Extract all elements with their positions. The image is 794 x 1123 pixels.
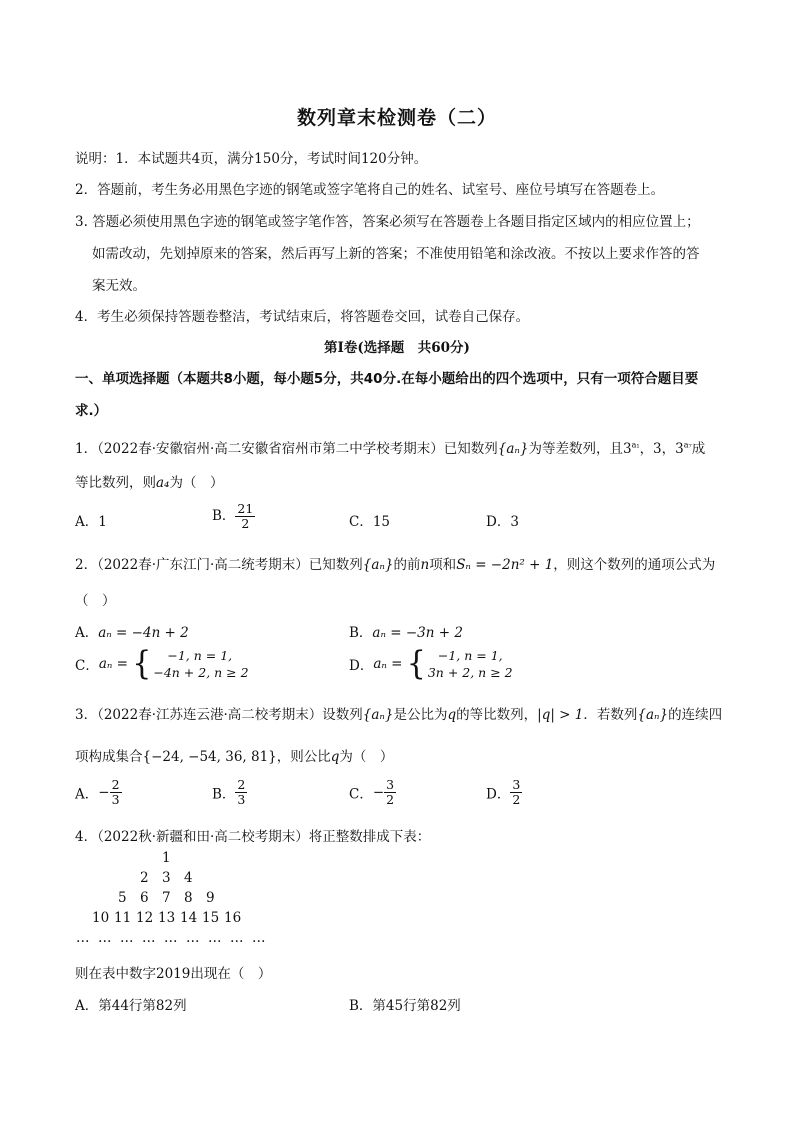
q2-option-d-label: D． xyxy=(349,658,374,674)
q2-text-c: 项和 xyxy=(429,557,457,573)
q1-option-b-den: 2 xyxy=(241,516,250,531)
q3-set: {−24, −54, 36, 81} xyxy=(142,749,277,765)
triangle-cell: 6 xyxy=(140,890,149,906)
q2-option-a-formula: aₙ = −4n + 2 xyxy=(98,625,189,641)
triangle-cell: 12 xyxy=(136,910,154,926)
q3-text-d: ．若数列 xyxy=(583,707,638,723)
q1-text-d: 成 xyxy=(691,441,706,457)
q3-option-c-num: 3 xyxy=(386,777,395,792)
q3-option-b-den: 3 xyxy=(237,792,246,807)
triangle-cell: 4 xyxy=(184,870,193,886)
q2-option-a[interactable] xyxy=(75,621,189,641)
q2-n: n xyxy=(420,557,430,573)
triangle-cell: 9 xyxy=(206,890,215,906)
q4-line1: 4．（2022秋·新疆和田·高二校考期末）将正整数排成下表： xyxy=(75,829,431,845)
q3-option-d-label: D． xyxy=(486,786,511,803)
q1-text-c: ，3，3 xyxy=(639,441,684,457)
q3-option-c-den: 2 xyxy=(386,792,395,807)
q3-text-e: 的连续四 xyxy=(668,707,723,723)
triangle-cell: … xyxy=(76,930,90,946)
triangle-cell: … xyxy=(252,930,266,946)
q2-option-c-case2: −4n + 2, n ≥ 2 xyxy=(153,665,249,680)
triangle-cell: … xyxy=(208,930,222,946)
q1-option-d[interactable]: D．3 xyxy=(486,514,519,530)
q2-option-d-case2: 3n + 2, n ≥ 2 xyxy=(427,665,513,680)
triangle-cell: 8 xyxy=(184,890,193,906)
q1-seq: {aₙ} xyxy=(497,441,529,457)
q3-option-a-sign: − xyxy=(98,784,110,801)
q2-text-a: 2．（2022春·广东江门·高二统考期末）已知数列 xyxy=(75,557,363,573)
q3-option-b-fraction xyxy=(235,778,247,807)
triangle-cell: 3 xyxy=(162,870,171,886)
q3-seq-2: {aₙ} xyxy=(637,707,669,723)
q3-text-g: ，则公比 xyxy=(276,749,331,765)
triangle-cell: … xyxy=(164,930,178,946)
q1-line1 xyxy=(75,437,705,457)
q2-line2: （ ） xyxy=(75,593,116,609)
q2-option-b-label: B． xyxy=(349,625,373,641)
q3-option-a-num: 2 xyxy=(111,777,120,792)
q1-text-a: 1．（2022春·安徽宿州·高二安徽省宿州市第二中学校考期末）已知数列 xyxy=(75,441,498,457)
triangle-cell: 5 xyxy=(118,890,127,906)
triangle-cell: 11 xyxy=(114,910,132,926)
section-title-line1: 一、单项选择题（本题共8小题，每小题5分，共40分.在每小题给出的四个选项中，只有一项符合题目要 xyxy=(75,371,699,387)
triangle-cell: 1 xyxy=(162,850,171,866)
q3-option-c-sign: − xyxy=(372,784,385,801)
q2-option-c-cases xyxy=(153,647,248,681)
q3-text-c: 的等比数列， xyxy=(456,707,538,723)
q3-option-d-den: 2 xyxy=(512,792,521,807)
q3-seq: {aₙ} xyxy=(362,707,394,723)
q4-option-b[interactable]: B．第45行第82列 xyxy=(349,998,461,1014)
q3-cond: |q| > 1 xyxy=(537,707,584,723)
q3-option-b[interactable] xyxy=(212,778,247,807)
q2-option-d[interactable] xyxy=(349,644,513,683)
triangle-cell: … xyxy=(186,930,200,946)
q3-option-a-fraction xyxy=(110,778,122,807)
part-title: 第I卷(选择题 共60分) xyxy=(324,340,470,356)
triangle-cell: 16 xyxy=(224,910,242,926)
instruction-1: 说明：1．本试题共4页，满分150分，考试时间120分钟。 xyxy=(75,151,428,167)
triangle-cell: … xyxy=(142,930,156,946)
q3-text-f: 项构成集合 xyxy=(75,749,143,765)
brace-icon: { xyxy=(132,644,152,683)
q3-text-h: 为（ ） xyxy=(339,749,394,765)
q2-seq: {aₙ} xyxy=(362,557,394,573)
q3-q-2: q xyxy=(330,749,340,765)
q1-text-f: 为（ ） xyxy=(169,475,224,491)
q2-option-d-case1: −1, n = 1, xyxy=(437,648,503,663)
q3-q: q xyxy=(447,707,457,723)
q3-text-a: 3．（2022春·江苏连云港·高二校考期末）设数列 xyxy=(75,707,363,723)
q3-option-d[interactable] xyxy=(486,778,522,807)
instruction-3: 3. 答题必须使用黑色字迹的钢笔或签字笔作答，答案必须写在答题卷上各题目指定区域内的相应位置上； xyxy=(75,214,700,230)
q2-option-c[interactable] xyxy=(75,644,249,683)
q3-option-b-label: B． xyxy=(212,786,236,803)
q2-line1 xyxy=(75,553,715,573)
q4-question: 则在表中数字2019出现在（ ） xyxy=(75,966,272,982)
triangle-cell: 7 xyxy=(162,890,171,906)
triangle-cell: 2 xyxy=(140,870,149,886)
triangle-cell: … xyxy=(98,930,112,946)
q3-option-a-den: 3 xyxy=(111,792,120,807)
q2-option-b-formula: aₙ = −3n + 2 xyxy=(372,625,463,641)
triangle-cell: 15 xyxy=(202,910,220,926)
q1-text-e: 等比数列，则 xyxy=(75,475,156,491)
q2-sn: Sₙ = −2n² + 1 xyxy=(456,557,554,573)
q3-option-a[interactable] xyxy=(75,778,122,807)
q3-option-c[interactable] xyxy=(349,778,396,807)
brace-icon: { xyxy=(406,644,426,683)
triangle-cell: … xyxy=(230,930,244,946)
q2-option-b[interactable] xyxy=(349,621,463,641)
triangle-cell: 14 xyxy=(180,910,198,926)
triangle-cell: 13 xyxy=(158,910,176,926)
q1-option-b-num: 21 xyxy=(237,501,254,516)
q3-option-c-label: C． xyxy=(349,786,373,803)
instruction-3-end: 案无效。 xyxy=(92,278,146,294)
q1-exp1: a₁ xyxy=(631,440,640,450)
instruction-4: 4．考生必须保持答题卷整洁，考试结束后，将答题卷交回，试卷自己保存。 xyxy=(75,309,530,325)
q1-option-b-fraction xyxy=(235,502,255,531)
q3-option-a-label: A． xyxy=(75,786,99,803)
page-title: 数列章末检测卷（二） xyxy=(296,107,497,129)
q1-option-b[interactable] xyxy=(212,502,255,531)
q2-option-a-label: A． xyxy=(75,625,99,641)
q3-option-d-fraction xyxy=(510,778,522,807)
q1-option-c[interactable]: C．15 xyxy=(349,514,391,530)
q2-option-c-case1: −1, n = 1, xyxy=(167,648,233,663)
q3-text-b: 是公比为 xyxy=(393,707,448,723)
q2-text-b: 的前 xyxy=(393,557,421,573)
q4-option-a[interactable]: A．第44行第82列 xyxy=(75,998,187,1014)
q1-option-b-label: B． xyxy=(212,508,236,524)
q3-line1 xyxy=(75,703,722,723)
q3-line2 xyxy=(75,745,393,765)
q1-line2 xyxy=(75,471,223,491)
q2-option-c-label: C． xyxy=(75,658,99,674)
q2-text-d: ，则这个数列的通项公式为 xyxy=(553,557,716,573)
q1-option-a[interactable]: A．1 xyxy=(75,514,107,530)
number-triangle xyxy=(76,850,286,950)
q2-option-c-lhs: aₙ = xyxy=(98,656,128,672)
q1-text-b: 为等差数列，且3 xyxy=(528,441,632,457)
instruction-3-cont: 如需改动，先划掉原来的答案，然后再写上新的答案；不准使用铅笔和涂改液。不按以上要求作答的答 xyxy=(92,246,700,262)
q3-option-d-num: 3 xyxy=(512,777,521,792)
q1-exp2: a₇ xyxy=(683,440,692,450)
q2-option-d-cases xyxy=(428,647,513,681)
q2-option-d-lhs: aₙ = xyxy=(373,656,403,672)
q3-option-c-fraction xyxy=(384,778,396,807)
q3-option-b-num: 2 xyxy=(237,777,246,792)
section-title-line2: 求.） xyxy=(75,403,108,419)
instruction-2: 2．答题前，考生务必用黑色字迹的钢笔或签字笔将自己的姓名、试室号、座位号填写在答题卷上。 xyxy=(75,182,665,198)
q1-a4: a₄ xyxy=(156,475,170,491)
triangle-cell: … xyxy=(120,930,134,946)
triangle-cell: 10 xyxy=(92,910,110,926)
